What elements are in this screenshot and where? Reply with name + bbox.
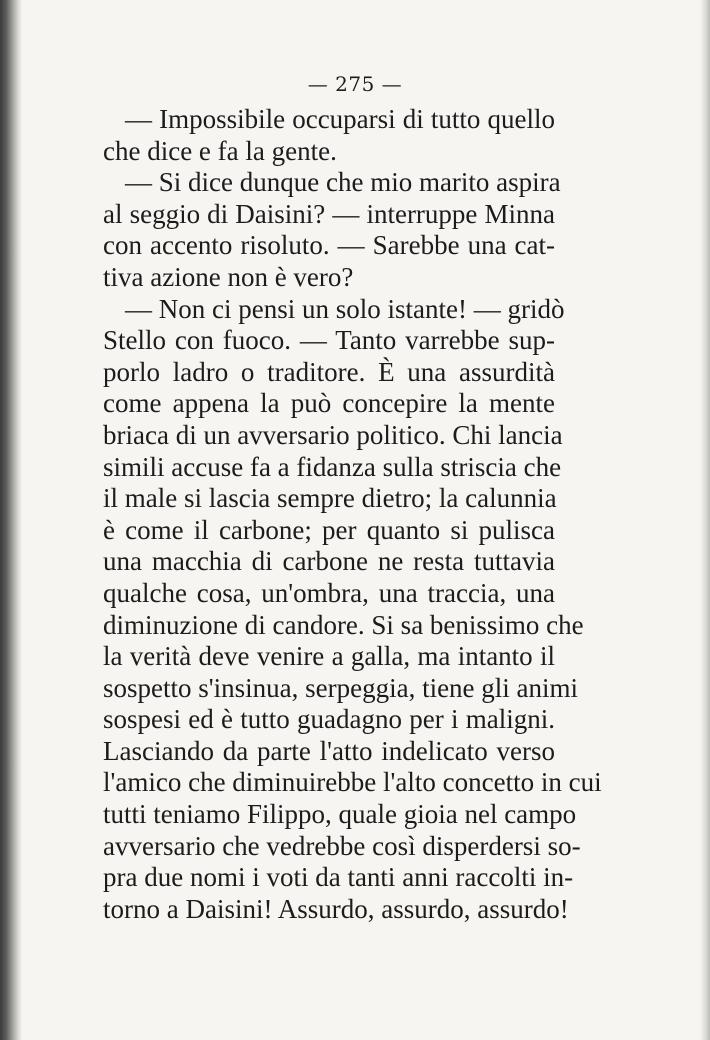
text-line: la verità deve venire a galla, ma intanto il [103,641,555,672]
text-line: diminuzione di candore. Si sa benissimo che [103,609,584,640]
text-line: pra due nomi i voti da tanti anni raccolti in- [103,862,574,893]
text-line: sospesi ed è tutto guadagno per i maligni. [103,704,555,735]
book-binding-edge [0,0,22,1040]
text-line: che dice e fa la gente. [103,135,337,166]
text-line: Stello con fuoco. — Tanto varrebbe sup- [103,325,555,356]
text-line: il male si lascia sempre dietro; la calunnia [103,483,557,514]
text-line: simili accuse fa a fidanza sulla striscia che [103,451,562,482]
text-line: — Impossibile occuparsi di tutto quello [125,104,555,134]
text-line: briaca di un avversario politico. Chi lancia [103,419,563,450]
text-line: sospetto s'insinua, serpeggia, tiene gli animi [103,672,579,703]
text-line: è come il carbone; per quanto si pulisca [103,514,555,545]
text-line: avversario che vedrebbe così disperdersi so- [103,830,581,861]
text-line: tutti teniamo Filippo, quale gioia nel campo [103,799,577,830]
text-line: qualche cosa, un'ombra, una traccia, una [103,577,555,608]
text-line: torno a Daisini! Assurdo, assurdo, assurdo! [103,893,569,924]
text-line: — Non ci pensi un solo istante! — gridò [125,293,565,324]
text-line: al seggio di Daisini? — interruppe Minna [103,198,555,229]
text-line: porlo ladro o traditore. È una assurdità [103,356,555,387]
text-line: una macchia di carbone ne resta tuttavia [103,546,555,577]
text-line: tiva azione non è vero? [103,261,354,292]
page-right-edge [700,0,710,1040]
page-number: — 275 — [307,72,403,96]
text-line: con accento risoluto. — Sarebbe una cat- [103,230,555,261]
body-text [103,104,602,925]
text-line: l'amico che diminuirebbe l'alto concetto in cui [103,767,602,798]
text-line: come appena la può concepire la mente [103,388,555,419]
text-line: Lasciando da parte l'atto indelicato verso [103,735,555,766]
text-line: — Si dice dunque che mio marito aspira [125,167,561,198]
